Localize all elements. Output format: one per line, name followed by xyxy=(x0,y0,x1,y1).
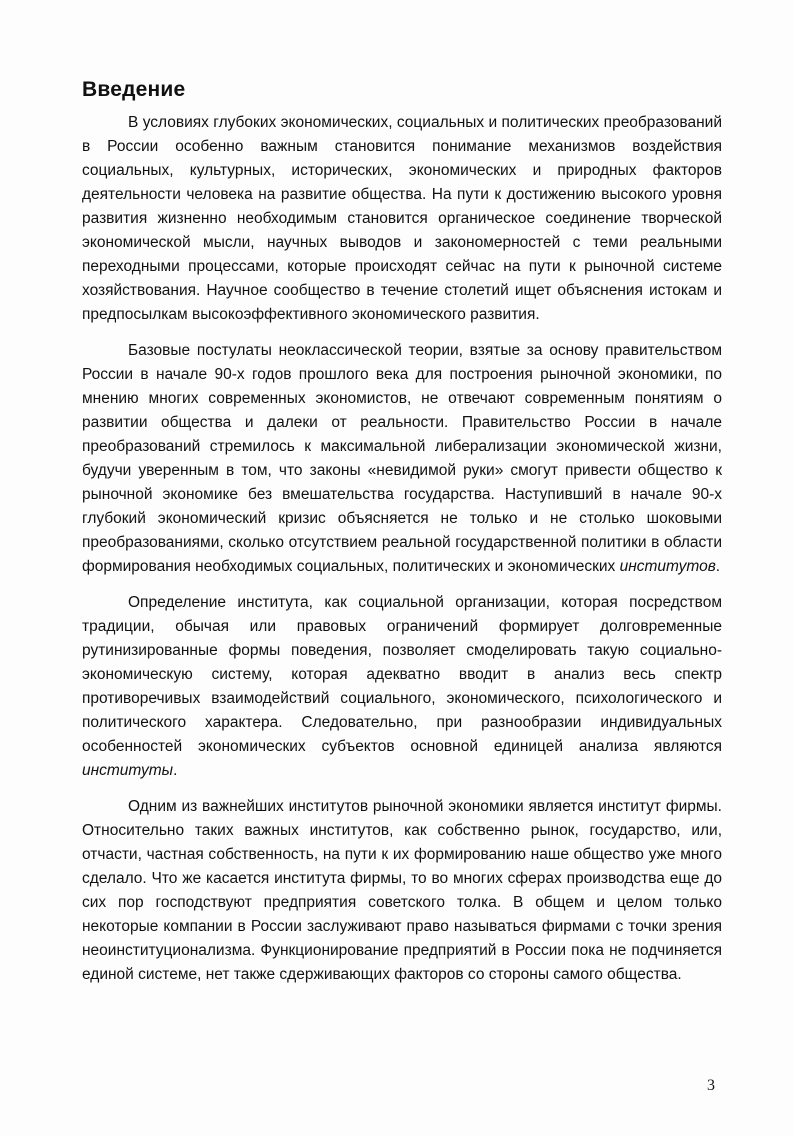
paragraph-3-tail: . xyxy=(173,762,178,779)
paragraph-2-text: Базовые постулаты неоклассической теории, взятые за основу правительством России в начале 90-х годов прошлого века для построения рыночной экономики, по мнению многих современных экономистов, не отвечают современным понятиям о развитии общества и далеки от реальности. Правительство России в начале преобразований стремилось к максимальной либерализации экономической жизни, будучи уверенным в том, что законы «невидимой руки» смогут привести общество к рыночной экономике без вмешательства государства. Наступивший в начале 90-х глубокий экономический кризис объясняется не только и не столько шоковыми преобразованиями, сколько отсутствием реальной государственной политики в области формирования необходимых социальных, политических и экономических xyxy=(82,342,722,575)
section-heading: Введение xyxy=(82,78,186,101)
page-number: 3 xyxy=(707,1077,715,1094)
page-content xyxy=(82,78,722,999)
paragraph-2-tail: . xyxy=(715,558,721,575)
paragraph-3-emphasis: институты xyxy=(82,762,174,779)
paragraph-4-text: Одним из важнейших институтов рыночной экономики является институт фирмы. Относительно таких важных институтов, как собственно рынок, государство, или, отчасти, частная собственность, на пути к их формированию наше общество уже много сделало. Что же касается института фирмы, то во многих сферах производства еще до сих пор господствуют предприятия советского толка. В общем и целом только некоторые компании в России заслуживают право называться фирмами с точки зрения неоинституционализма. Функционирование предприятий в России пока не подчиняется единой системе, нет также сдерживающих факторов со стороны самого общества. xyxy=(82,798,722,983)
paragraph-1-text: В условиях глубоких экономических, социальных и политических преобразований в России особенно важным становится понимание механизмов воздействия социальных, культурных, исторических, экономических и природных факторов деятельности человека на развитие общества. На пути к достижению высокого уровня развития жизненно необходимым становится органическое соединение творческой экономической мысли, научных выводов и закономерностей с теми реальными переходными процессами, которые происходят сейчас на пути к рыночной системе хозяйствования. Научное сообщество в течение столетий ищет объяснения истокам и предпосылкам высокоэффективного экономического развития. xyxy=(82,114,722,323)
paragraph-2-emphasis: институтов xyxy=(619,558,716,575)
paragraph-4 xyxy=(82,795,722,987)
paragraph-3-text: Определение института, как социальной организации, которая посредством традиции, обычая или правовых ограничений формирует долговременные рутинизированные формы поведения, позволяет смоделировать такую социально-экономическую систему, которая адекватно вводит в анализ весь спектр противоречивых взаимодействий социального, экономического, психологического и политического характера. Следовательно, при разнообразии индивидуальных особенностей экономических субъектов основной единицей анализа являются xyxy=(82,594,722,755)
paragraph-2 xyxy=(82,339,722,579)
paragraph-3 xyxy=(82,591,722,783)
paragraph-1 xyxy=(82,111,722,327)
